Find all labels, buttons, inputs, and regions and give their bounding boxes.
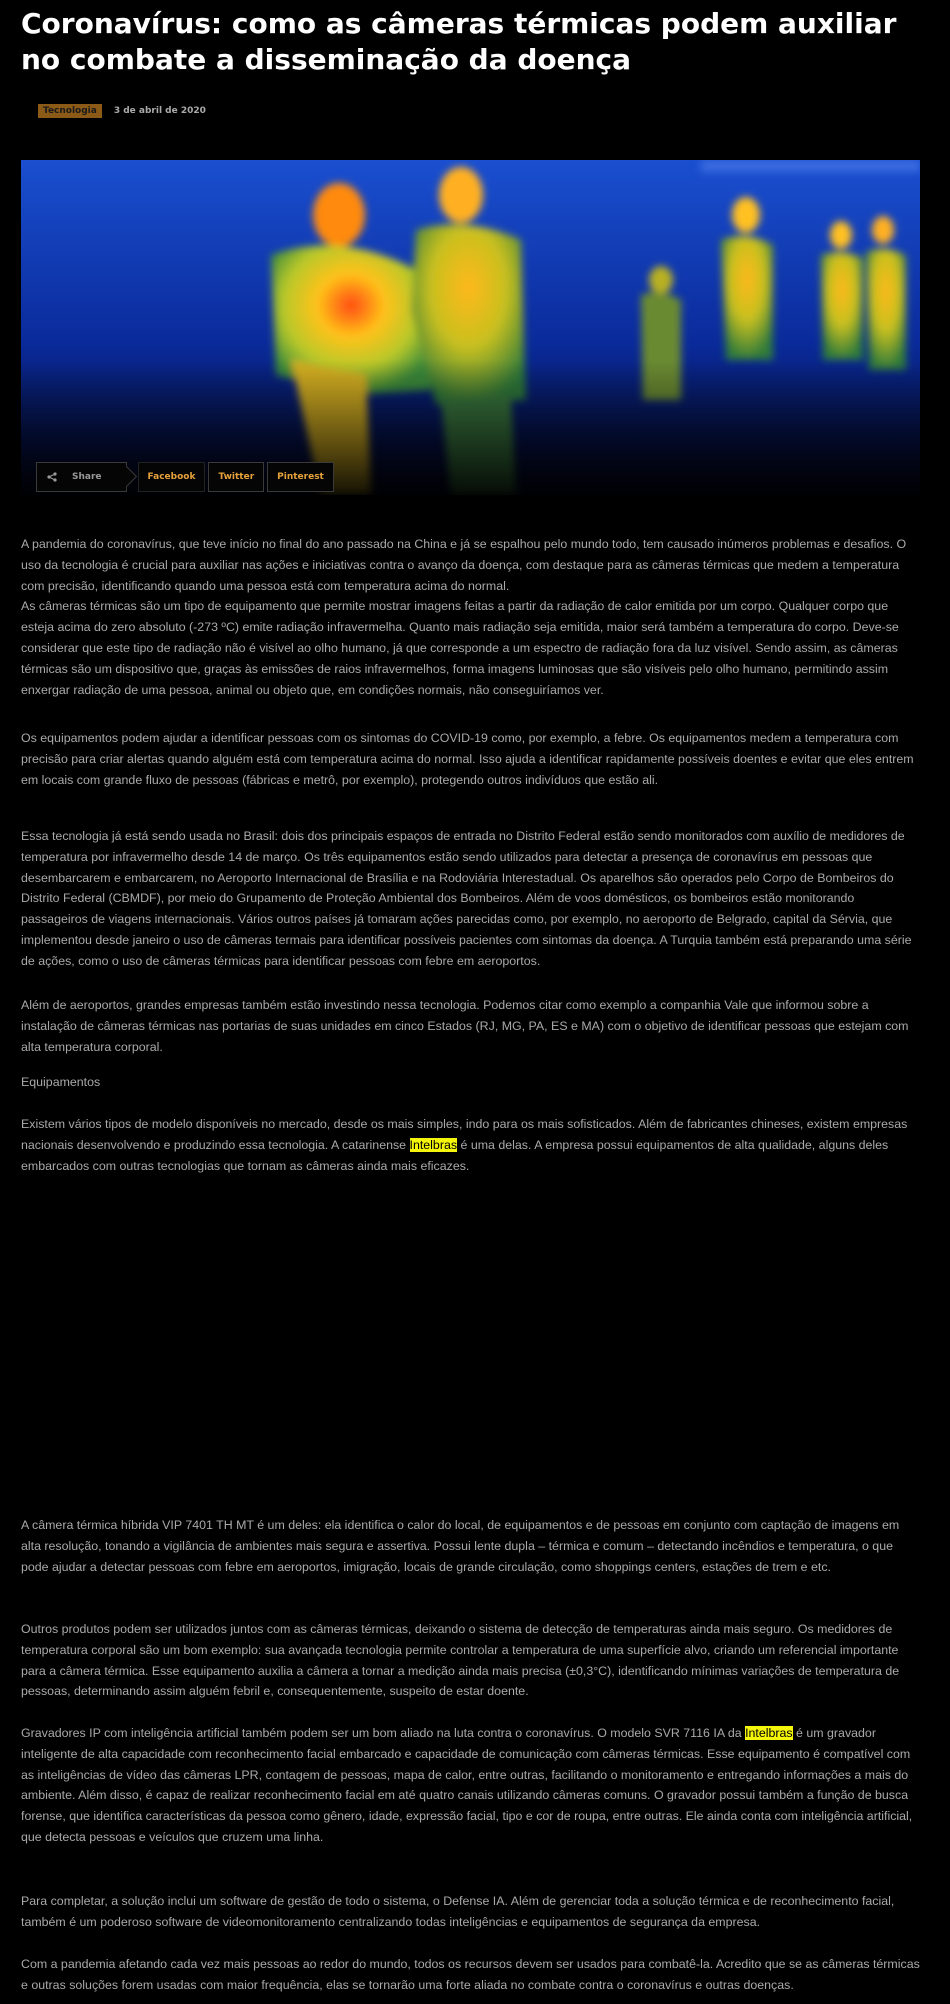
paragraph: Além de aeroportos, grandes empresas também estão investindo nessa tecnologia. Podemos citar como exemplo a companhia Vale que informou sobre a instalação de câmeras térmicas nas portarias de suas unidades em cinco Estados (RJ, MG, PA, ES e MA) com o objetivo de identificar pessoas que estejam com alta temperatura corporal. (21, 998, 909, 1054)
paragraph: Outros produtos podem ser utilizados juntos com as câmeras térmicas, deixando o sistema de detecção de temperaturas ainda mais seguro. Os medidores de temperatura corporal são um bom exemplo: sua avançada tecnologia permite controlar a temperatura de uma superfície alvo, criando um referencial importante para a câmera térmica. Esse equipamento auxilia a câmera a tornar a medição ainda mais precisa (±0,3°C), identificando mínimas variações de temperatura de pessoas, determinando assim alguém febril e, consequentemente, suspeito de estar doente. (21, 1622, 900, 1699)
paragraph: Essa tecnologia já está sendo usada no Brasil: dois dos principais espaços de entrada no Distrito Federal estão sendo monitorados com auxílio de medidores de temperatura por infravermelho desde 14 de março. Os três equipamentos estão sendo utilizados para detectar a presença de coronavírus em pessoas que desembarcarem e embarcarem, no Aeroporto Internacional de Brasília e na Rodoviária Interestadual. Os aparelhos são operados pelo Corpo de Bombeiros do Distrito Federal (CBMDF), por meio do Grupamento de Proteção Ambiental dos Bombeiros. Além de voos domésticos, os bombeiros estão monitorando passageiros de viagens internacionais. Vários outros países já tomaram ações parecidas como, por exemplo, no aeroporto de Belgrado, capital da Sérvia, que implementou desde janeiro o uso de câmeras termais para identificar possíveis pacientes com sintomas da doença. A Turquia também está preparando uma série de ações, como o uso de câmeras térmicas para identificar pessoas com febre em aeroportos. (21, 829, 912, 968)
paragraph-text: é um gravador inteligente de alta capacidade com reconhecimento facial embarcado e capacidade de comunicação com câmeras térmicas. Esse equipamento é compatível com as inteligências de vídeo das câmeras LPR, contagem de pessoas, mapa de calor, entre outras, facilitando o monitoramento e entregando informações a mais do ambiente. Além disso, é capaz de realizar reconhecimento facial em até quatro canais utilizando câmeras comuns. O gravador possui também a função de busca forense, que identifica características da pessoa como gênero, idade, expressão facial, tipo e cor de roupa, entre outras. Ele ainda conta com inteligência artificial, que detecta pessoas e veículos que cruzem uma linha. (21, 1726, 913, 1844)
category-badge[interactable]: Tecnologia (38, 104, 102, 118)
paragraph-text: A pandemia do coronavírus, que teve início no final do ano passado na China e já se espalhou pelo mundo todo, tem causado inúmeros problemas e desafios. O uso da tecnologia é crucial para auxiliar nas ações e iniciativas contra o avanço da doença, com destaque para as câmeras térmicas que medem a temperatura com precisão, identificando quando uma pessoa está com temperatura acima do normal. (21, 537, 907, 593)
share-text: Share (72, 472, 102, 482)
share-twitter-button[interactable]: Twitter (208, 462, 264, 492)
ad-placeholder (21, 1194, 921, 1514)
publish-date: 3 de abril de 2020 (113, 106, 206, 116)
share-label[interactable] (36, 462, 127, 492)
share-facebook-button[interactable]: Facebook (138, 462, 206, 492)
paragraph: Com a pandemia afetando cada vez mais pessoas ao redor do mundo, todos os recursos devem ser usados para combatê-la. Acredito que se as câmeras térmicas e outras soluções forem usadas com maior frequência, elas se tornarão uma forte aliada no combate contra o coronavírus e outras doenças. (21, 1957, 920, 1992)
paragraph-text: Existem vários tipos de modelo disponíveis no mercado, desde os mais simples, indo para os mais sofisticados. Além de fabricantes chineses, existem empresas nacionais desenvolvendo e produzindo essa tecnologia. A catarinense (21, 1117, 908, 1152)
hero-image (21, 160, 920, 495)
article-title: Coronavírus: como as câmeras térmicas podem auxiliar no combate a disseminação da doença (21, 7, 897, 76)
paragraph-text: é uma delas. A empresa possui equipamentos de alta qualidade, alguns deles embarcados com outras tecnologias que tornam as câmeras ainda mais eficazes. (21, 1137, 889, 1173)
paragraph: Os equipamentos podem ajudar a identificar pessoas com os sintomas do COVID-19 como, por exemplo, a febre. Os equipamentos medem a temperatura com precisão para criar alertas quando alguém está com temperatura acima do normal. Isso ajuda a identificar rapidamente possíveis doentes e evitar que eles entrem em locais com grande fluxo de pessoas (fábricas e metrô, por exemplo), protegendo outros indivíduos que estão ali. (21, 731, 914, 787)
paragraph (21, 1114, 921, 1176)
paragraph: Para completar, a solução inclui um software de gestão de todo o sistema, o Defense IA. Além de gerenciar toda a solução térmica e de reconhecimento facial, também é um poderoso software de videomonitoramento centralizando todas inteligências e equipamentos de segurança da empresa. (21, 1894, 895, 1929)
article-meta (38, 104, 206, 118)
paragraph: A câmera térmica híbrida VIP 7401 TH MT é um deles: ela identifica o calor do local, de equipamentos e de pessoas em conjunto com captação de imagens em alta resolução, tonando a vigilância de ambientes mais segura e assertiva. Possui lente dupla – térmica e comum – detectando incêndios e temperatura, o que pode ajudar a detectar pessoas com febre em aeroportos, imigração, locais de grande circulação, como shoppings centers, estações de trem e etc. (21, 1518, 900, 1574)
paragraph-text: Gravadores IP com inteligência artificial também podem ser um bom aliado na luta contra o coronavírus. O modelo SVR 7116 IA da (21, 1726, 746, 1740)
section-heading: Equipamentos (21, 1075, 101, 1089)
paragraph (21, 1723, 921, 1848)
paragraph-text: As câmeras térmicas são um tipo de equipamento que permite mostrar imagens feitas a partir da radiação de calor emitida por um corpo. Qualquer corpo que esteja acima do zero absoluto (-273 ºC) emite radiação infravermelha. Quanto mais radiação seja emitida, maior será também a temperatura do corpo. Deve-se considerar que este tipo de radiação não é visível ao olho humano, já que corresponde a um espectro de radiação fora da luz visível. Sendo assim, as câmeras térmicas são um dispositivo que, graças às emissões de raios infravermelhos, forma imagens luminosas que são visíveis pelo olho humano, permitindo assim enxergar radiação de uma pessoa, animal ou objeto que, em condições normais, não conseguiríamos ver. (21, 599, 899, 697)
paragraph (21, 534, 921, 700)
thermal-camera-image (21, 160, 920, 495)
share-pinterest-button[interactable]: Pinterest (267, 462, 334, 492)
share-bar (36, 462, 334, 492)
highlighted-term[interactable]: Intelbras (409, 1137, 458, 1152)
share-icon (47, 472, 57, 482)
highlighted-term[interactable]: Intelbras (745, 1726, 793, 1740)
